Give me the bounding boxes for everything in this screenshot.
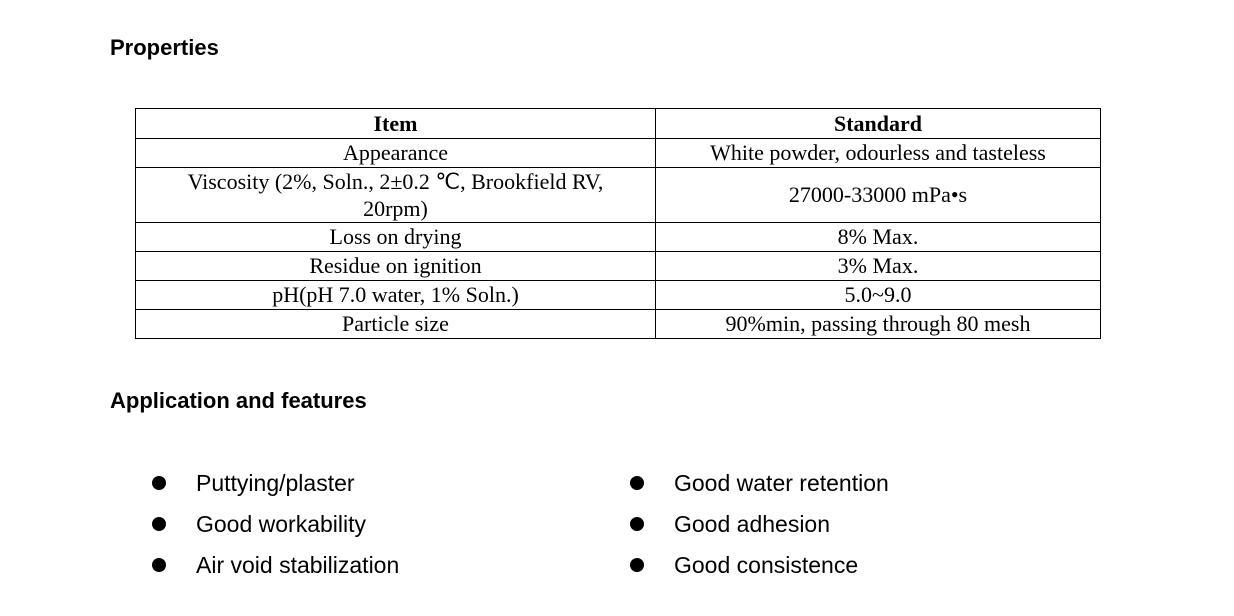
bullet-icon: [630, 517, 644, 531]
item-cell: Particle size: [136, 310, 656, 339]
standard-cell: 8% Max.: [656, 223, 1101, 252]
feature-label: Air void stabilization: [196, 552, 400, 578]
item-cell: Appearance: [136, 139, 656, 168]
properties-table: [135, 108, 1101, 339]
application-heading: Application and features: [110, 388, 367, 413]
standard-cell: 5.0~9.0: [656, 281, 1101, 310]
table-row: [136, 281, 1101, 310]
list-item: [630, 466, 889, 507]
column-header-standard: Standard: [656, 109, 1101, 139]
list-item: [152, 507, 399, 548]
table-row: [136, 139, 1101, 168]
item-cell-line: 20rpm): [363, 196, 428, 221]
item-cell: Loss on drying: [136, 223, 656, 252]
table-header-row: [136, 109, 1101, 139]
standard-cell: 3% Max.: [656, 252, 1101, 281]
feature-label: Good adhesion: [674, 511, 831, 537]
table-row: [136, 168, 1101, 223]
feature-label: Good workability: [196, 511, 367, 537]
column-header-item: Item: [136, 109, 656, 139]
properties-heading: Properties: [110, 35, 219, 60]
item-cell: Residue on ignition: [136, 252, 656, 281]
bullet-icon: [152, 476, 166, 490]
features-list-right: [630, 466, 889, 589]
list-item: [152, 548, 399, 589]
bullet-icon: [152, 558, 166, 572]
bullet-icon: [630, 558, 644, 572]
standard-cell: White powder, odourless and tasteless: [656, 139, 1101, 168]
feature-label: Good consistence: [674, 552, 859, 578]
bullet-icon: [152, 517, 166, 531]
item-cell: [136, 168, 656, 223]
bullet-icon: [630, 476, 644, 490]
list-item: [630, 507, 889, 548]
table-row: [136, 310, 1101, 339]
features-list-left: [152, 466, 399, 589]
standard-cell: 90%min, passing through 80 mesh: [656, 310, 1101, 339]
list-item: [152, 466, 399, 507]
standard-cell: 27000-33000 mPa•s: [656, 168, 1101, 223]
item-cell: pH(pH 7.0 water, 1% Soln.): [136, 281, 656, 310]
feature-label: Good water retention: [674, 470, 889, 496]
feature-label: Puttying/plaster: [196, 470, 355, 496]
table-row: [136, 252, 1101, 281]
table-row: [136, 223, 1101, 252]
item-cell-line: Viscosity (2%, Soln., 2±0.2 ℃, Brookfield RV,: [187, 169, 604, 194]
list-item: [630, 548, 889, 589]
